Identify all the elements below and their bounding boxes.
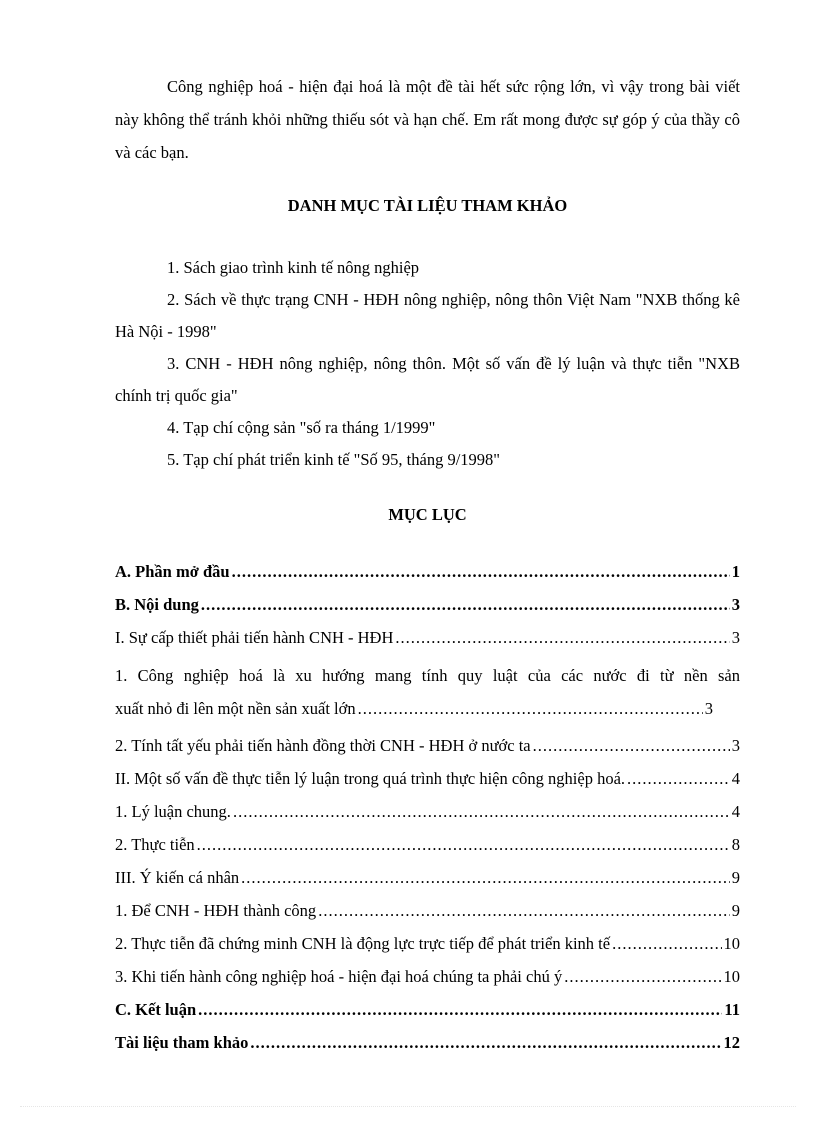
toc-leader: [627, 767, 730, 791]
toc-entry[interactable]: [115, 833, 740, 857]
toc-leader: [612, 932, 721, 956]
reference-item: 2. Sách về thực trạng CNH - HĐH nông nghiệp, nông thôn Việt Nam "NXB thống kê Hà Nội - 1998": [115, 290, 740, 341]
toc-leader: [241, 866, 730, 890]
toc-leader: [358, 692, 703, 725]
toc-entry-text: A. Phần mở đầu: [115, 562, 230, 581]
toc-entry-text: 2. Thực tiễn: [115, 835, 195, 854]
page-footer-divider: [20, 1106, 796, 1107]
toc-entry-text-continued: xuất nhỏ đi lên một nền sản xuất lớn: [115, 699, 356, 718]
toc-page-number: 4: [731, 769, 740, 788]
toc-entry[interactable]: [115, 932, 740, 956]
toc-entry-a[interactable]: [115, 560, 740, 584]
toc-entry[interactable]: [115, 626, 740, 650]
toc-leader: [233, 800, 730, 824]
toc-page-number: 11: [724, 1000, 740, 1019]
toc-page-number: 10: [723, 934, 740, 953]
toc-page-number: 3: [731, 628, 740, 647]
toc-page-number: 3: [704, 699, 713, 718]
toc-entry-text: III. Ý kiến cá nhân: [115, 868, 240, 887]
toc-heading: MỤC LỤC: [388, 505, 467, 524]
toc-page-number: 10: [723, 967, 740, 986]
toc-page-number: 8: [731, 835, 740, 854]
toc-entry-text: B. Nội dung: [115, 595, 199, 614]
toc-page-number: 9: [731, 868, 740, 887]
toc-leader: [197, 833, 730, 857]
toc-entry-b[interactable]: [115, 593, 740, 617]
toc-leader: [564, 965, 721, 989]
toc-leader: [395, 626, 729, 650]
toc-entry[interactable]: [115, 866, 740, 890]
toc-leader: [250, 1031, 721, 1055]
reference-item: 1. Sách giao trình kinh tế nông nghiệp: [167, 258, 420, 277]
toc-entry[interactable]: [115, 734, 740, 758]
toc-leader: [232, 560, 730, 584]
reference-item: 3. CNH - HĐH nông nghiệp, nông thôn. Một số vấn đề lý luận và thực tiễn "NXB chính trị quốc gia": [115, 354, 740, 405]
toc-leader: [318, 899, 730, 923]
toc-entry-text: C. Kết luận: [115, 1000, 197, 1019]
reference-item: 5. Tạp chí phát triển kinh tế "Số 95, tháng 9/1998": [167, 450, 501, 469]
reference-item: 4. Tạp chí cộng sản "số ra tháng 1/1999": [167, 418, 436, 437]
toc-entry-c[interactable]: [115, 998, 740, 1022]
toc-entry-text: Tài liệu tham khảo: [115, 1033, 249, 1052]
toc-entry-text: 2. Thực tiễn đã chứng minh CNH là động lực trực tiếp để phát triển kinh tế: [115, 934, 611, 953]
toc-leader: [198, 998, 722, 1022]
toc-entry[interactable]: [115, 899, 740, 923]
toc-leader: [533, 734, 730, 758]
toc-entry-text: 1. Công nghiệp hoá là xu hướng mang tính quy luật của các nước đi từ nền sản: [115, 666, 740, 685]
toc-entry-references[interactable]: [115, 1031, 740, 1055]
toc-entry-text: 1. Lý luận chung.: [115, 802, 231, 821]
toc-leader: [201, 593, 730, 617]
toc-entry-text: 1. Để CNH - HĐH thành công: [115, 901, 317, 920]
references-heading: DANH MỤC TÀI LIỆU THAM KHẢO: [287, 196, 568, 215]
references-list: [115, 252, 740, 476]
toc-page-number: 9: [731, 901, 740, 920]
toc-page-number: 3: [731, 595, 740, 614]
toc-page-number: 1: [731, 562, 740, 581]
toc-page-number: 4: [731, 802, 740, 821]
toc-entry-text: I. Sự cấp thiết phải tiến hành CNH - HĐH: [115, 628, 394, 647]
table-of-contents: [115, 560, 740, 1064]
intro-paragraph: Công nghiệp hoá - hiện đại hoá là một đề tài hết sức rộng lớn, vì vậy trong bài viết này không thể tránh khỏi những thiếu sót và hạn chế. Em rất mong được sự góp ý của thầy cô và các bạn.: [115, 77, 740, 162]
toc-entry[interactable]: [115, 800, 740, 824]
toc-entry[interactable]: [115, 965, 740, 989]
toc-entry[interactable]: [115, 767, 740, 791]
toc-entry-text: 3. Khi tiến hành công nghiệp hoá - hiện đại hoá chúng ta phải chú ý: [115, 967, 563, 986]
toc-page-number: 12: [723, 1033, 740, 1052]
toc-entry[interactable]: [115, 659, 740, 725]
toc-page-number: 3: [731, 736, 740, 755]
toc-entry-text: 2. Tính tất yếu phải tiến hành đồng thời CNH - HĐH ở nước ta: [115, 736, 531, 755]
toc-entry-text: II. Một số vấn đề thực tiễn lý luận trong quá trình thực hiện công nghiệp hoá.: [115, 769, 626, 788]
